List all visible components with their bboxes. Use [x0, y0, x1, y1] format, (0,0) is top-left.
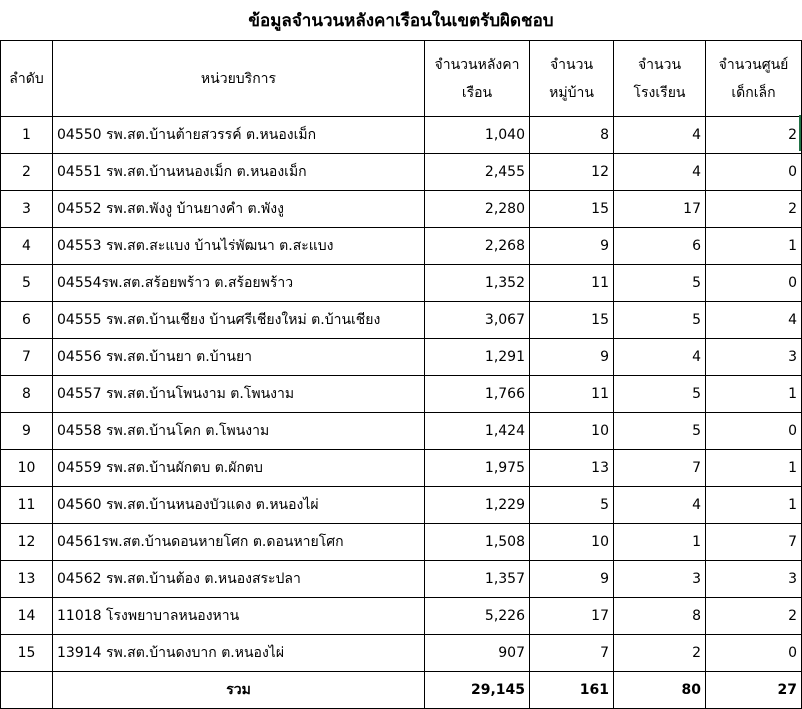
household-data-table — [0, 40, 802, 709]
cell-idx[interactable]: 4 — [1, 228, 53, 265]
cell-schools[interactable]: 5 — [614, 302, 706, 339]
cell-villages[interactable]: 10 — [530, 413, 614, 450]
header-households-line1: จำนวนหลังคา — [434, 56, 520, 73]
cell-childcare[interactable]: 3 — [706, 561, 802, 598]
cell-villages[interactable]: 17 — [530, 598, 614, 635]
cell-childcare[interactable]: 2 — [706, 191, 802, 228]
cell-schools[interactable]: 17 — [614, 191, 706, 228]
table-row — [1, 228, 802, 265]
header-schools — [614, 41, 706, 117]
cell-unit[interactable]: 04558 รพ.สต.บ้านโคก ต.โพนงาม — [53, 413, 425, 450]
table-row — [1, 302, 802, 339]
cell-unit[interactable]: 04557 รพ.สต.บ้านโพนงาม ต.โพนงาม — [53, 376, 425, 413]
header-unit: หน่วยบริการ — [53, 41, 425, 117]
cell-childcare[interactable]: 3 — [706, 339, 802, 376]
cell-schools[interactable]: 4 — [614, 154, 706, 191]
cell-villages[interactable]: 13 — [530, 450, 614, 487]
cell-villages[interactable]: 9 — [530, 561, 614, 598]
cell-unit[interactable]: 04562 รพ.สต.บ้านต้อง ต.หนองสระปลา — [53, 561, 425, 598]
cell-idx[interactable]: 12 — [1, 524, 53, 561]
cell-idx[interactable]: 8 — [1, 376, 53, 413]
cell-households[interactable]: 1,424 — [425, 413, 530, 450]
total-villages[interactable]: 161 — [530, 672, 614, 709]
cell-villages[interactable]: 15 — [530, 302, 614, 339]
cell-idx[interactable]: 3 — [1, 191, 53, 228]
table-header — [1, 41, 802, 117]
header-schools-line1: จำนวน — [637, 56, 682, 73]
cell-schools[interactable]: 5 — [614, 413, 706, 450]
cell-idx[interactable]: 7 — [1, 339, 53, 376]
sheet-title: ข้อมูลจำนวนหลังคาเรือนในเขตรับผิดชอบ — [248, 10, 554, 31]
cell-childcare[interactable]: 0 — [706, 635, 802, 672]
cell-childcare[interactable]: 1 — [706, 450, 802, 487]
cell-unit[interactable]: 04559 รพ.สต.บ้านผักตบ ต.ผักตบ — [53, 450, 425, 487]
cell-unit[interactable]: 13914 รพ.สต.บ้านดงบาก ต.หนองไผ่ — [53, 635, 425, 672]
cell-unit[interactable]: 04553 รพ.สต.สะแบง บ้านไร่พัฒนา ต.สะแบง — [53, 228, 425, 265]
cell-households[interactable]: 1,766 — [425, 376, 530, 413]
cell-schools[interactable]: 6 — [614, 228, 706, 265]
cell-idx[interactable]: 13 — [1, 561, 53, 598]
cell-childcare[interactable]: 0 — [706, 154, 802, 191]
header-row — [1, 41, 802, 117]
active-cell-indicator — [799, 115, 801, 151]
table-row — [1, 635, 802, 672]
cell-households[interactable]: 1,357 — [425, 561, 530, 598]
cell-idx[interactable]: 9 — [1, 413, 53, 450]
header-villages-line2: หมู่บ้าน — [549, 84, 594, 101]
cell-households[interactable]: 1,508 — [425, 524, 530, 561]
cell-schools[interactable]: 4 — [614, 487, 706, 524]
cell-villages[interactable]: 10 — [530, 524, 614, 561]
cell-idx[interactable]: 5 — [1, 265, 53, 302]
table-row — [1, 265, 802, 302]
cell-idx[interactable]: 10 — [1, 450, 53, 487]
total-schools[interactable]: 80 — [614, 672, 706, 709]
total-households[interactable]: 29,145 — [425, 672, 530, 709]
cell-idx[interactable]: 1 — [1, 117, 53, 154]
cell-idx[interactable]: 11 — [1, 487, 53, 524]
cell-households[interactable]: 1,040 — [425, 117, 530, 154]
cell-idx[interactable]: 15 — [1, 635, 53, 672]
cell-households[interactable]: 1,975 — [425, 450, 530, 487]
table-row — [1, 487, 802, 524]
total-idx-cell[interactable] — [1, 672, 53, 709]
table-row — [1, 413, 802, 450]
cell-idx[interactable]: 14 — [1, 598, 53, 635]
table-body — [1, 117, 802, 672]
table-footer — [1, 672, 802, 709]
cell-villages[interactable]: 12 — [530, 154, 614, 191]
cell-schools[interactable]: 7 — [614, 450, 706, 487]
header-villages — [530, 41, 614, 117]
cell-unit[interactable]: 04554รพ.สต.สร้อยพร้าว ต.สร้อยพร้าว — [53, 265, 425, 302]
cell-households[interactable]: 1,352 — [425, 265, 530, 302]
cell-unit[interactable]: 04556 รพ.สต.บ้านยา ต.บ้านยา — [53, 339, 425, 376]
table-row — [1, 339, 802, 376]
cell-unit[interactable]: 04561รพ.สต.บ้านดอนหายโศก ต.ดอนหายโศก — [53, 524, 425, 561]
cell-unit[interactable]: 04555 รพ.สต.บ้านเชียง บ้านศรีเชียงใหม่ ต.บ้านเชียง — [53, 302, 425, 339]
cell-households[interactable]: 2,268 — [425, 228, 530, 265]
table-row — [1, 598, 802, 635]
cell-schools[interactable]: 3 — [614, 561, 706, 598]
table-row — [1, 117, 802, 154]
table-row — [1, 450, 802, 487]
cell-villages[interactable]: 7 — [530, 635, 614, 672]
total-childcare[interactable]: 27 — [706, 672, 802, 709]
cell-villages[interactable]: 5 — [530, 487, 614, 524]
cell-households[interactable]: 1,291 — [425, 339, 530, 376]
header-childcare — [706, 41, 802, 117]
cell-households[interactable]: 3,067 — [425, 302, 530, 339]
cell-unit[interactable]: 04550 รพ.สต.บ้านต้ายสวรรค์ ต.หนองเม็ก — [53, 117, 425, 154]
cell-schools[interactable]: 8 — [614, 598, 706, 635]
cell-schools[interactable]: 4 — [614, 339, 706, 376]
cell-villages[interactable]: 11 — [530, 265, 614, 302]
table-row — [1, 524, 802, 561]
header-villages-line1: จำนวน — [549, 56, 594, 73]
cell-unit[interactable]: 11018 โรงพยาบาลหนองหาน — [53, 598, 425, 635]
table-row — [1, 154, 802, 191]
header-households-line2: เรือน — [461, 84, 493, 101]
cell-schools[interactable]: 1 — [614, 524, 706, 561]
cell-childcare[interactable]: 1 — [706, 487, 802, 524]
table-row — [1, 561, 802, 598]
cell-unit[interactable]: 04551 รพ.สต.บ้านหนองเม็ก ต.หนองเม็ก — [53, 154, 425, 191]
cell-villages[interactable]: 9 — [530, 228, 614, 265]
cell-childcare[interactable]: 1 — [706, 376, 802, 413]
header-childcare-line2: เด็กเล็ก — [731, 84, 776, 101]
cell-childcare[interactable]: 0 — [706, 413, 802, 450]
total-row — [1, 672, 802, 709]
header-idx: ลำดับ — [1, 41, 53, 117]
cell-childcare[interactable]: 4 — [706, 302, 802, 339]
total-label[interactable]: รวม — [53, 672, 425, 709]
cell-schools[interactable]: 5 — [614, 376, 706, 413]
table-row — [1, 376, 802, 413]
cell-schools[interactable]: 5 — [614, 265, 706, 302]
cell-villages[interactable]: 11 — [530, 376, 614, 413]
cell-households[interactable]: 5,226 — [425, 598, 530, 635]
cell-childcare[interactable]: 2 — [706, 117, 802, 154]
cell-households[interactable]: 2,280 — [425, 191, 530, 228]
table-row — [1, 191, 802, 228]
cell-childcare[interactable]: 7 — [706, 524, 802, 561]
cell-villages[interactable]: 9 — [530, 339, 614, 376]
cell-villages[interactable]: 15 — [530, 191, 614, 228]
cell-villages[interactable]: 8 — [530, 117, 614, 154]
cell-childcare[interactable]: 0 — [706, 265, 802, 302]
cell-idx[interactable]: 2 — [1, 154, 53, 191]
header-households — [425, 41, 530, 117]
header-childcare-line1: จำนวนศูนย์ — [718, 56, 789, 73]
cell-childcare[interactable]: 2 — [706, 598, 802, 635]
cell-schools[interactable]: 4 — [614, 117, 706, 154]
cell-unit[interactable]: 04560 รพ.สต.บ้านหนองบัวแดง ต.หนองไผ่ — [53, 487, 425, 524]
header-schools-line2: โรงเรียน — [633, 84, 686, 101]
cell-households[interactable]: 907 — [425, 635, 530, 672]
cell-households[interactable]: 2,455 — [425, 154, 530, 191]
cell-households[interactable]: 1,229 — [425, 487, 530, 524]
cell-unit[interactable]: 04552 รพ.สต.พังงู บ้านยางคำ ต.พังงู — [53, 191, 425, 228]
cell-childcare[interactable]: 1 — [706, 228, 802, 265]
cell-idx[interactable]: 6 — [1, 302, 53, 339]
cell-schools[interactable]: 2 — [614, 635, 706, 672]
